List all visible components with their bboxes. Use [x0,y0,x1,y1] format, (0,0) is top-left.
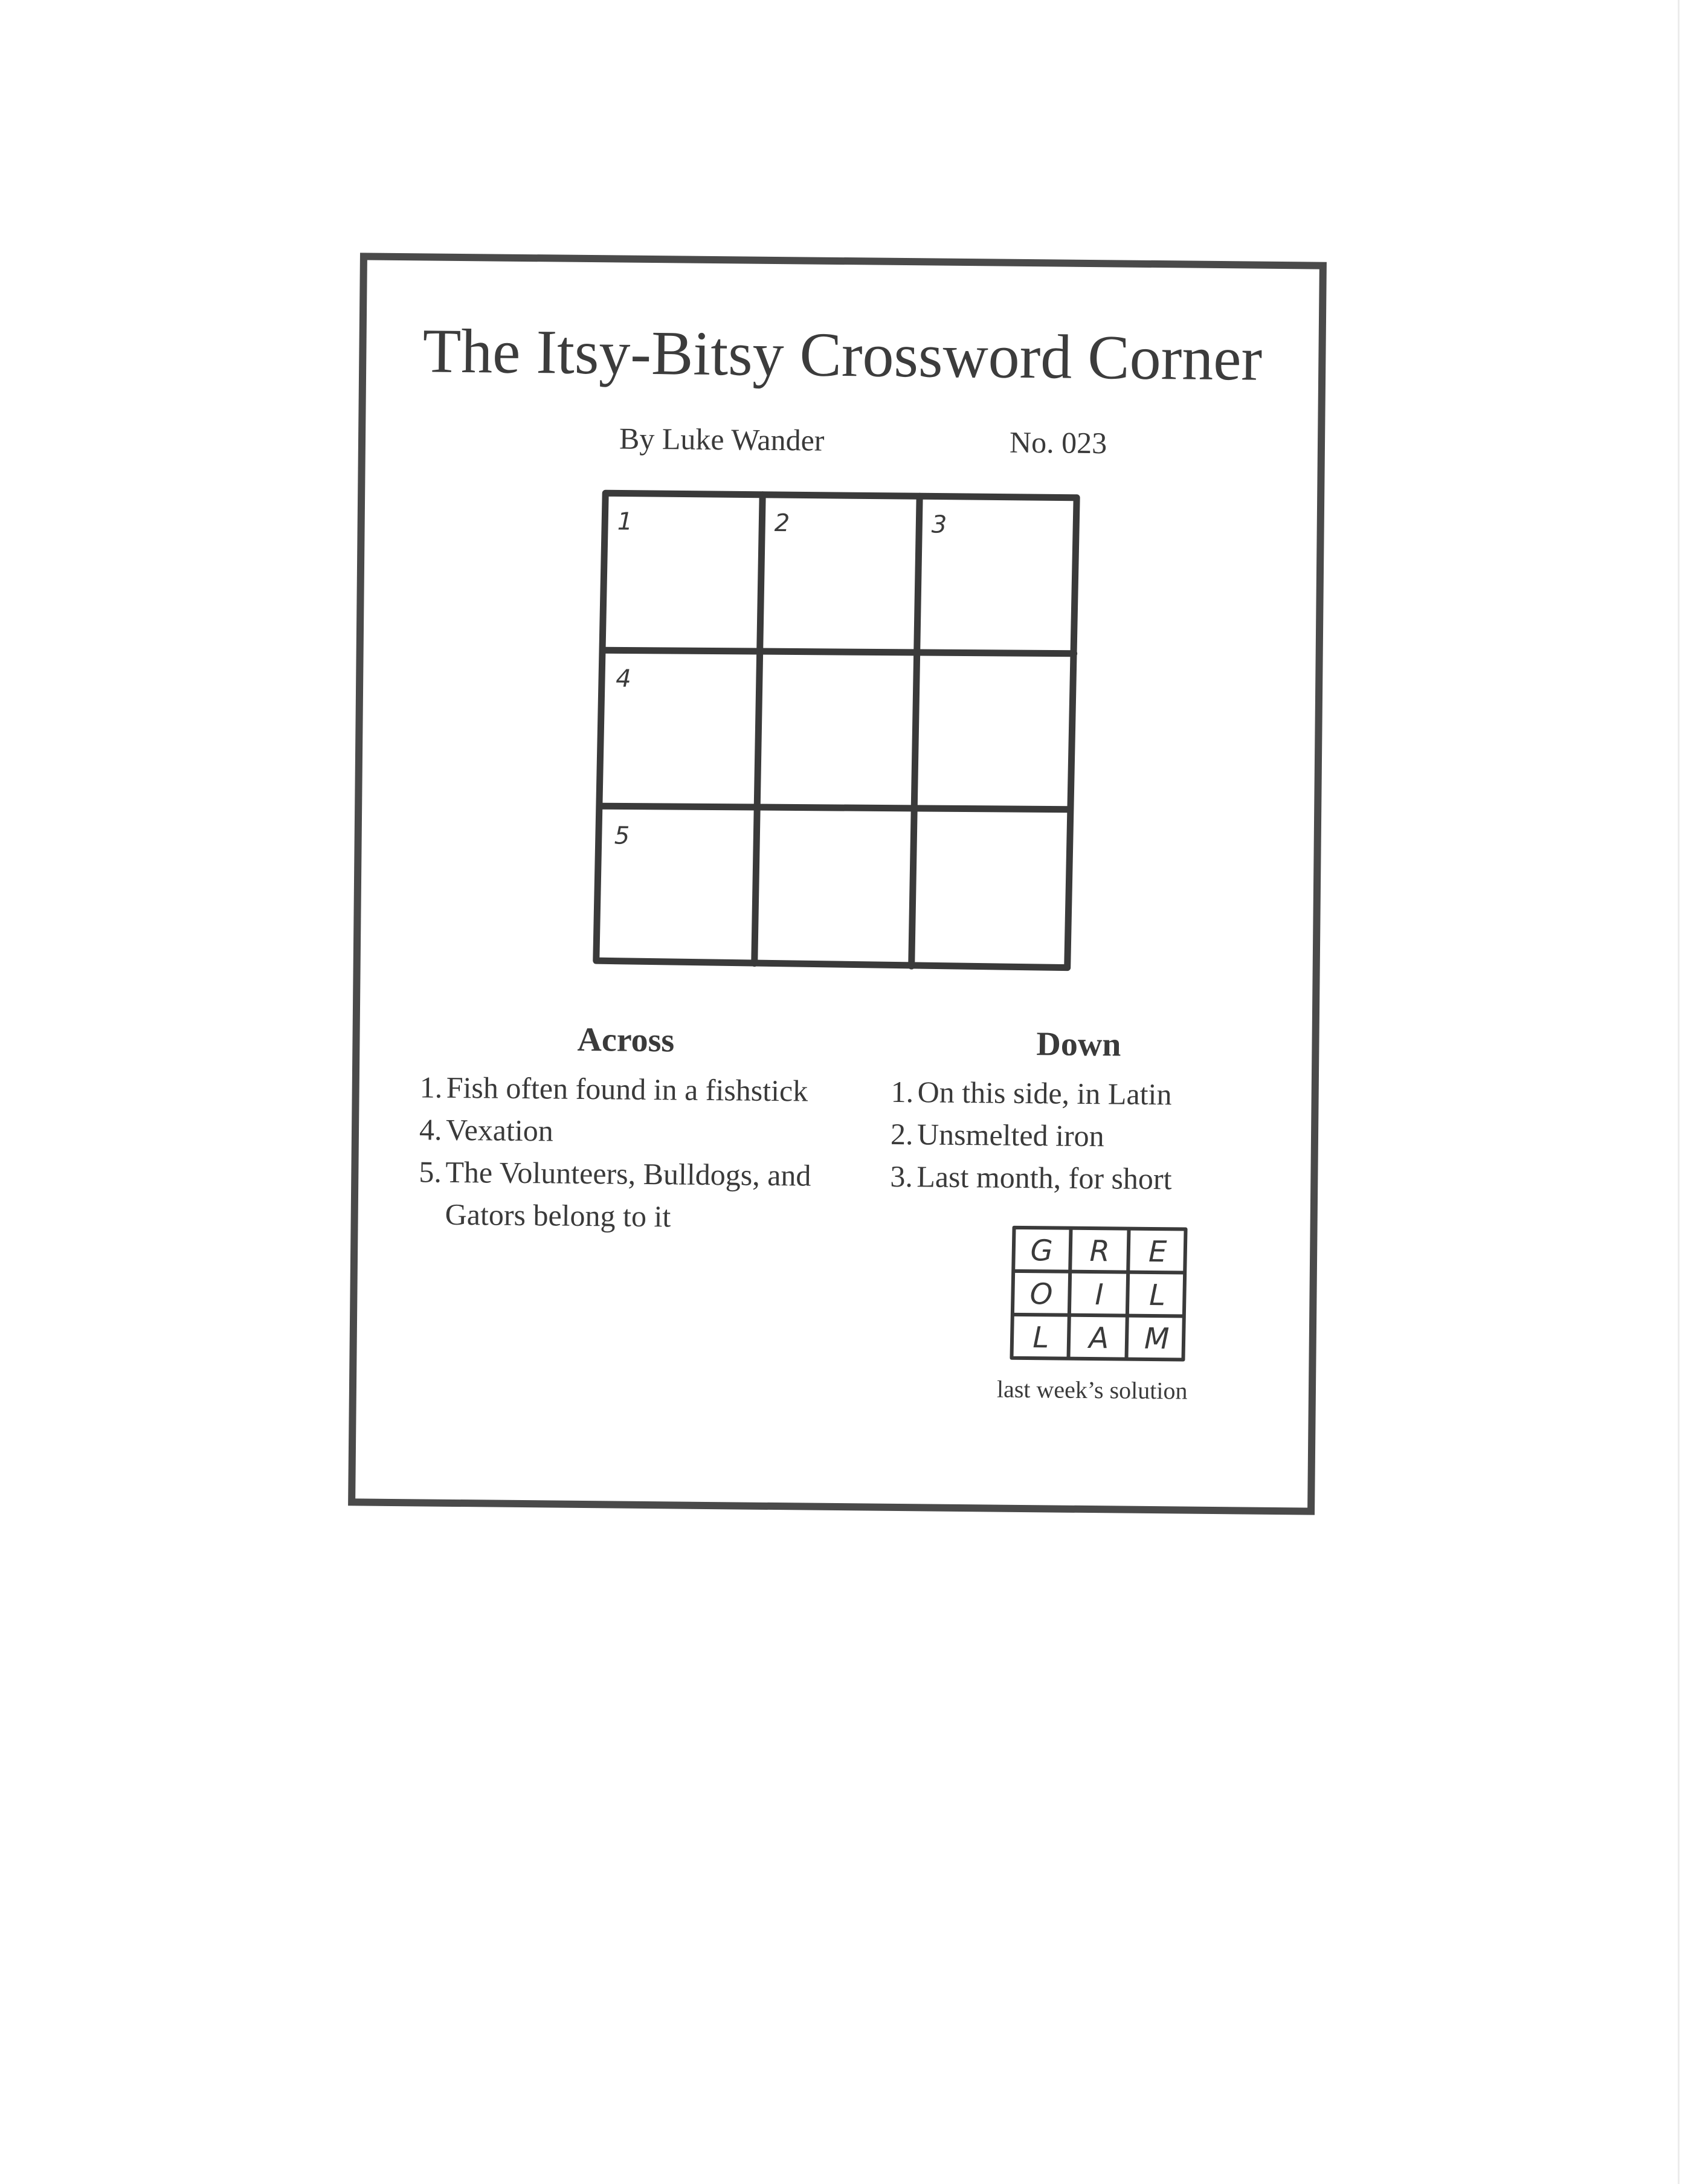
clue-number: 1. [419,1070,443,1104]
solution-letter: A [1089,1321,1109,1356]
clue-number: 5. [419,1155,442,1189]
down-clue [891,1071,1254,1116]
scan-edge-shadow [1678,0,1680,2184]
solution-letter: E [1148,1234,1167,1269]
cell-number: 2 [774,509,790,538]
clue-text: Last month, for short [916,1159,1172,1196]
solution-letter: M [1144,1321,1170,1356]
across-clue [418,1150,854,1239]
puzzle-issue-number: No. 023 [1009,425,1107,460]
solution-letter: R [1089,1234,1110,1269]
across-clue [419,1066,855,1112]
across-clue [419,1108,855,1155]
clue-text: Vexation [445,1112,554,1148]
crossword-grid [590,486,1090,986]
solution-letter: G [1030,1234,1054,1268]
cell-number: 1 [617,507,633,536]
puzzle-byline: By Luke Wander [619,421,825,457]
puzzle-frame [348,253,1327,1515]
clue-number: 1. [891,1074,914,1109]
cell-number: 4 [616,665,631,693]
across-clues [418,1019,855,1239]
clue-text: On this side, in Latin [917,1075,1172,1112]
clue-text: The Volunteers, Bulldogs, and Gators belong to it [445,1155,811,1234]
cell-number: 3 [931,511,947,539]
solution-letter: O [1029,1277,1053,1312]
clue-text: Unsmelted iron [916,1117,1104,1153]
solution-letter: L [1148,1278,1166,1313]
solution-letter: L [1032,1321,1049,1355]
solution-caption: last week’s solution [996,1375,1188,1405]
puzzle-title: The Itsy-Bitsy Crossword Corner [422,316,1263,394]
cell-number: 5 [614,822,630,850]
down-clue [890,1155,1253,1201]
solution-grid [1009,1224,1191,1365]
down-heading: Down [1036,1025,1121,1064]
down-clue [891,1113,1254,1159]
clue-number: 4. [419,1112,442,1147]
across-heading: Across [577,1020,675,1060]
down-clues [890,1023,1254,1201]
clue-text: Fish often found in a fishstick [446,1070,808,1108]
last-week-solution [996,1224,1192,1405]
clue-number: 3. [890,1159,913,1194]
clue-number: 2. [890,1116,913,1152]
solution-letter: I [1095,1278,1104,1312]
